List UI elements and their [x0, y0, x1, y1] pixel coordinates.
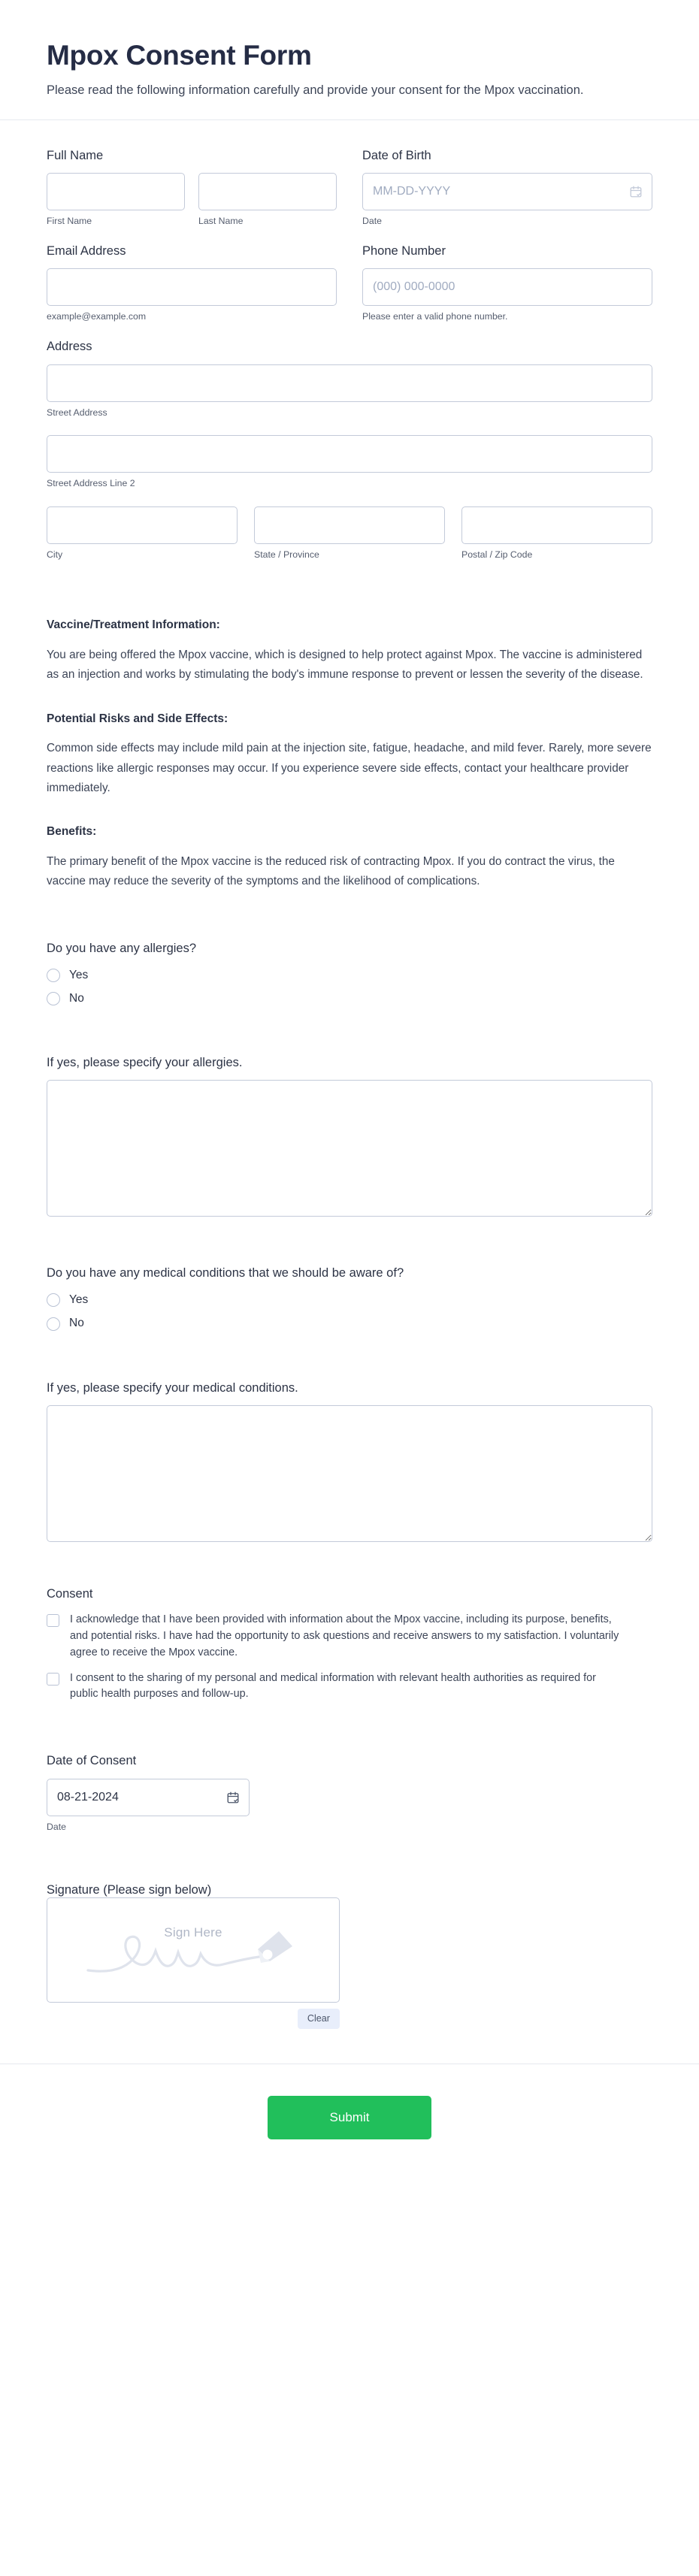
- date-of-birth-label: Date of Birth: [362, 148, 431, 162]
- last-name-cell: [198, 173, 337, 228]
- consent-checkbox-item-1[interactable]: [47, 1612, 652, 1661]
- allergies-radio-yes[interactable]: [47, 968, 652, 983]
- address-field-group: [47, 338, 652, 561]
- postal-zip-sublabel: Postal / Zip Code: [461, 549, 533, 561]
- signature-label: Signature (Please sign below): [47, 1882, 212, 1897]
- last-name-input[interactable]: [198, 173, 337, 210]
- date-of-consent-wrapper: [47, 1779, 250, 1816]
- email-field-group: [47, 243, 337, 323]
- street-address-input[interactable]: [47, 364, 652, 402]
- page-title: Mpox Consent Form: [47, 40, 312, 71]
- benefits-body: The primary benefit of the Mpox vaccine is the reduced risk of contracting Mpox. If you do contract the virus, the vaccine may reduce the severity of the symptoms and the likelihood of complications.: [47, 855, 615, 888]
- consent-checkbox-item-2[interactable]: [47, 1670, 652, 1704]
- phone-field-group: [362, 243, 652, 323]
- date-of-consent-label: Date of Consent: [47, 1754, 137, 1768]
- first-name-cell: [47, 173, 185, 228]
- allergies-specify-label: If yes, please specify your allergies.: [47, 1055, 243, 1069]
- medical-specify-label: If yes, please specify your medical conditions.: [47, 1380, 298, 1395]
- form-subtitle: Please read the following information carefully and provide your consent for the Mpox vaccination.: [47, 83, 584, 97]
- state-province-input[interactable]: [254, 506, 445, 544]
- consent-label: Consent: [47, 1586, 93, 1601]
- allergies-radio-no[interactable]: [47, 991, 652, 1006]
- address-label: Address: [47, 340, 92, 354]
- state-province-sublabel: State / Province: [254, 549, 319, 561]
- risks-heading: Potential Risks and Side Effects:: [47, 712, 228, 725]
- first-name-input[interactable]: [47, 173, 185, 210]
- phone-sublabel: Please enter a valid phone number.: [362, 311, 508, 322]
- radio-circle-icon[interactable]: [47, 969, 60, 982]
- row-name-dob: [47, 147, 652, 228]
- signature-group: [47, 1883, 652, 2029]
- postal-zip-input[interactable]: [461, 506, 652, 544]
- signature-squiggle-icon: [47, 1916, 339, 1984]
- full-name-label: Full Name: [47, 148, 104, 162]
- state-cell: [254, 506, 445, 561]
- signature-clear-row: [47, 2009, 340, 2029]
- medical-specify-group: [47, 1380, 652, 1542]
- allergies-specify-textarea[interactable]: [47, 1080, 652, 1217]
- date-of-consent-sublabel: Date: [47, 1821, 66, 1832]
- allergies-option-no-label: No: [69, 991, 84, 1005]
- medical-option-yes-label: Yes: [69, 1293, 89, 1307]
- form-footer: [0, 2064, 699, 2184]
- radio-circle-icon[interactable]: [47, 992, 60, 1005]
- medical-specify-textarea[interactable]: [47, 1405, 652, 1542]
- allergies-question-label: Do you have any allergies?: [47, 941, 197, 955]
- medical-option-no-label: No: [69, 1317, 84, 1330]
- medical-conditions-question-group: [47, 1265, 652, 1331]
- clear-signature-button[interactable]: Clear: [298, 2009, 340, 2029]
- radio-circle-icon[interactable]: [47, 1317, 60, 1331]
- city-input[interactable]: [47, 506, 238, 544]
- form-body: [0, 120, 699, 2029]
- medical-conditions-question-label: Do you have any medical conditions that we should be aware of?: [47, 1266, 404, 1280]
- date-of-consent-input[interactable]: [47, 1779, 250, 1816]
- radio-circle-icon[interactable]: [47, 1293, 60, 1307]
- dob-field-group: [362, 147, 652, 228]
- street-address-sublabel: Street Address: [47, 407, 107, 418]
- postal-cell: [461, 506, 652, 561]
- phone-input[interactable]: [362, 268, 652, 306]
- email-sublabel: example@example.com: [47, 311, 147, 322]
- phone-label: Phone Number: [362, 243, 446, 258]
- vaccine-info-heading: Vaccine/Treatment Information:: [47, 618, 220, 632]
- email-label: Email Address: [47, 243, 126, 258]
- allergies-specify-group: [47, 1054, 652, 1217]
- benefits-heading: Benefits:: [47, 825, 97, 839]
- last-name-sublabel: Last Name: [198, 216, 244, 226]
- street-address-line2-sublabel: Street Address Line 2: [47, 478, 135, 489]
- first-name-sublabel: First Name: [47, 216, 92, 226]
- form-header: [0, 0, 699, 120]
- vaccine-information-section: [47, 617, 652, 891]
- consent-item-2-text: I consent to the sharing of my personal and medical information with relevant health authorities as required for public health purposes and follow-up.: [70, 1671, 596, 1701]
- vaccine-info-body: You are being offered the Mpox vaccine, which is designed to help protect against Mpox. The vaccine is administered as an injection and works by stimulating the body's immune response to prevent or lessen the severity of the disease.: [47, 649, 643, 682]
- full-name-field-group: [47, 147, 337, 228]
- date-of-consent-group: [47, 1752, 652, 1833]
- checkbox-icon[interactable]: [47, 1614, 59, 1627]
- date-of-birth-input[interactable]: [362, 173, 652, 210]
- street-address-line2-input[interactable]: [47, 435, 652, 473]
- row-email-phone: [47, 243, 652, 323]
- signature-placeholder-text: Sign Here: [164, 1924, 222, 1940]
- medical-radio-no[interactable]: [47, 1316, 652, 1331]
- date-of-birth-wrapper: [362, 173, 652, 210]
- submit-button[interactable]: Submit: [268, 2096, 431, 2139]
- signature-pad[interactable]: [47, 1897, 340, 2003]
- risks-body: Common side effects may include mild pain at the injection site, fatigue, headache, and mild fever. Rarely, more severe reactions like allergic responses may occur. If you experience severe side effects, contact your healthcare provider immediately.: [47, 742, 652, 795]
- city-sublabel: City: [47, 549, 63, 561]
- date-of-birth-sublabel: Date: [362, 216, 382, 226]
- medical-radio-yes[interactable]: [47, 1293, 652, 1308]
- allergies-option-yes-label: Yes: [69, 968, 89, 981]
- email-input[interactable]: [47, 268, 337, 306]
- checkbox-icon[interactable]: [47, 1673, 59, 1686]
- city-cell: [47, 506, 238, 561]
- address-city-state-zip-row: [47, 506, 652, 561]
- consent-item-1-text: I acknowledge that I have been provided with information about the Mpox vaccine, including its purpose, benefits, and potential risks. I have had the opportunity to ask questions and receive answers to my satisfaction. I voluntarily agree to receive the Mpox vaccine.: [70, 1613, 619, 1658]
- consent-group: [47, 1587, 652, 1703]
- allergies-question-group: [47, 940, 652, 1006]
- name-inputs-row: [47, 173, 337, 228]
